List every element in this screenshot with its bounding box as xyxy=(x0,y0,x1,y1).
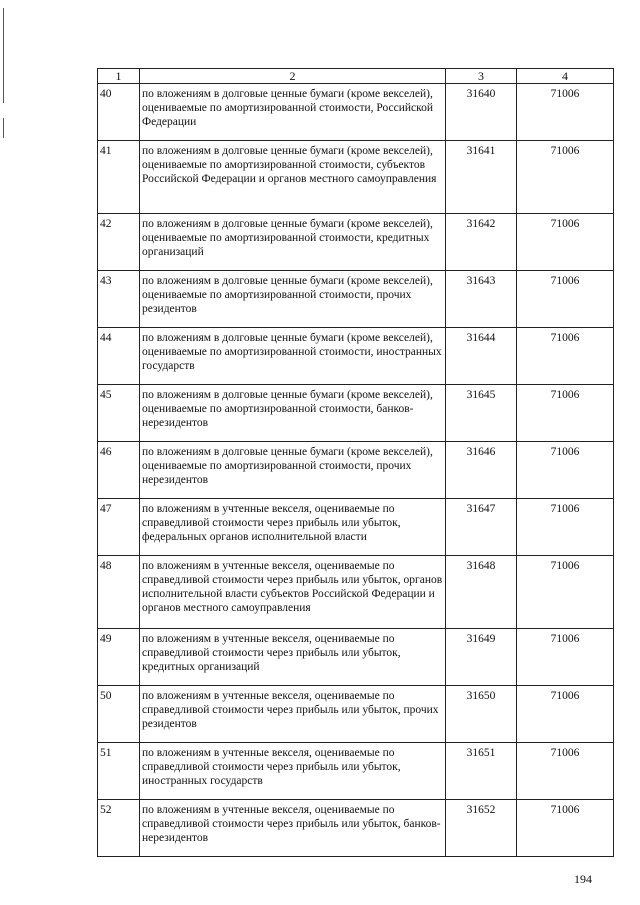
table-row xyxy=(98,743,614,800)
row-description: по вложениям в долговые ценные бумаги (кроме векселей), оцениваемые по амортизированной стоимости, Российской Федерации xyxy=(140,84,446,141)
row-account: 71006 xyxy=(517,271,614,328)
row-number: 51 xyxy=(98,743,140,800)
row-code: 31647 xyxy=(446,499,517,556)
column-header: 4 xyxy=(517,69,614,84)
row-account: 71006 xyxy=(517,686,614,743)
column-header: 1 xyxy=(98,69,140,84)
table-row xyxy=(98,271,614,328)
row-account: 71006 xyxy=(517,84,614,141)
row-description: по вложениям в учтенные векселя, оцениваемые по справедливой стоимости через прибыль или убыток, прочих резидентов xyxy=(140,686,446,743)
row-code: 31643 xyxy=(446,271,517,328)
row-number: 42 xyxy=(98,214,140,271)
row-description: по вложениям в учтенные векселя, оцениваемые по справедливой стоимости через прибыль или убыток, кредитных организаций xyxy=(140,629,446,686)
row-number: 52 xyxy=(98,800,140,857)
table-row xyxy=(98,629,614,686)
row-account: 71006 xyxy=(517,743,614,800)
row-account: 71006 xyxy=(517,499,614,556)
row-description: по вложениям в учтенные векселя, оцениваемые по справедливой стоимости через прибыль или убыток, органов исполнительной власти субъектов Российской Федерации и органов местного самоуправления xyxy=(140,556,446,629)
row-description: по вложениям в долговые ценные бумаги (кроме векселей), оцениваемые по амортизированной стоимости, прочих резидентов xyxy=(140,271,446,328)
row-description: по вложениям в долговые ценные бумаги (кроме векселей), оцениваемые по амортизированной стоимости, субъектов Российской Федерации и органов местного самоуправления xyxy=(140,141,446,214)
table-row xyxy=(98,84,614,141)
row-account: 71006 xyxy=(517,214,614,271)
row-code: 31649 xyxy=(446,629,517,686)
column-header: 3 xyxy=(446,69,517,84)
row-description: по вложениям в долговые ценные бумаги (кроме векселей), оцениваемые по амортизированной стоимости, прочих нерезидентов xyxy=(140,442,446,499)
row-account: 71006 xyxy=(517,328,614,385)
row-code: 31645 xyxy=(446,385,517,442)
table-row xyxy=(98,214,614,271)
row-description: по вложениям в учтенные векселя, оцениваемые по справедливой стоимости через прибыль или убыток, банков-нерезидентов xyxy=(140,800,446,857)
row-code: 31651 xyxy=(446,743,517,800)
row-description: по вложениям в долговые ценные бумаги (кроме векселей), оцениваемые по амортизированной стоимости, кредитных организаций xyxy=(140,214,446,271)
row-description: по вложениям в учтенные векселя, оцениваемые по справедливой стоимости через прибыль или убыток, иностранных государств xyxy=(140,743,446,800)
table-row xyxy=(98,800,614,857)
row-number: 44 xyxy=(98,328,140,385)
row-number: 47 xyxy=(98,499,140,556)
row-number: 49 xyxy=(98,629,140,686)
row-code: 31642 xyxy=(446,214,517,271)
column-header: 2 xyxy=(140,69,446,84)
row-number: 40 xyxy=(98,84,140,141)
row-number: 46 xyxy=(98,442,140,499)
table-row xyxy=(98,442,614,499)
row-number: 50 xyxy=(98,686,140,743)
row-number: 48 xyxy=(98,556,140,629)
row-number: 45 xyxy=(98,385,140,442)
row-code: 31640 xyxy=(446,84,517,141)
row-account: 71006 xyxy=(517,385,614,442)
row-code: 31650 xyxy=(446,686,517,743)
table-row xyxy=(98,686,614,743)
row-description: по вложениям в долговые ценные бумаги (кроме векселей), оцениваемые по амортизированной стоимости, иностранных государств xyxy=(140,328,446,385)
row-account: 71006 xyxy=(517,442,614,499)
table-row xyxy=(98,385,614,442)
row-code: 31652 xyxy=(446,800,517,857)
row-description: по вложениям в долговые ценные бумаги (кроме векселей), оцениваемые по амортизированной стоимости, банков-нерезидентов xyxy=(140,385,446,442)
row-number: 41 xyxy=(98,141,140,214)
table-row xyxy=(98,499,614,556)
document-table xyxy=(97,68,614,857)
row-account: 71006 xyxy=(517,800,614,857)
table-row xyxy=(98,141,614,214)
row-code: 31646 xyxy=(446,442,517,499)
row-account: 71006 xyxy=(517,629,614,686)
row-code: 31641 xyxy=(446,141,517,214)
row-account: 71006 xyxy=(517,556,614,629)
row-code: 31644 xyxy=(446,328,517,385)
row-number: 43 xyxy=(98,271,140,328)
scan-edge-mark xyxy=(3,118,4,138)
row-account: 71006 xyxy=(517,141,614,214)
table-header-row xyxy=(98,69,614,84)
page-number: 194 xyxy=(574,872,592,886)
table-row xyxy=(98,556,614,629)
table-row xyxy=(98,328,614,385)
row-description: по вложениям в учтенные векселя, оцениваемые по справедливой стоимости через прибыль или убыток, федеральных органов исполнительной власти xyxy=(140,499,446,556)
scan-edge-mark xyxy=(3,8,4,103)
row-code: 31648 xyxy=(446,556,517,629)
